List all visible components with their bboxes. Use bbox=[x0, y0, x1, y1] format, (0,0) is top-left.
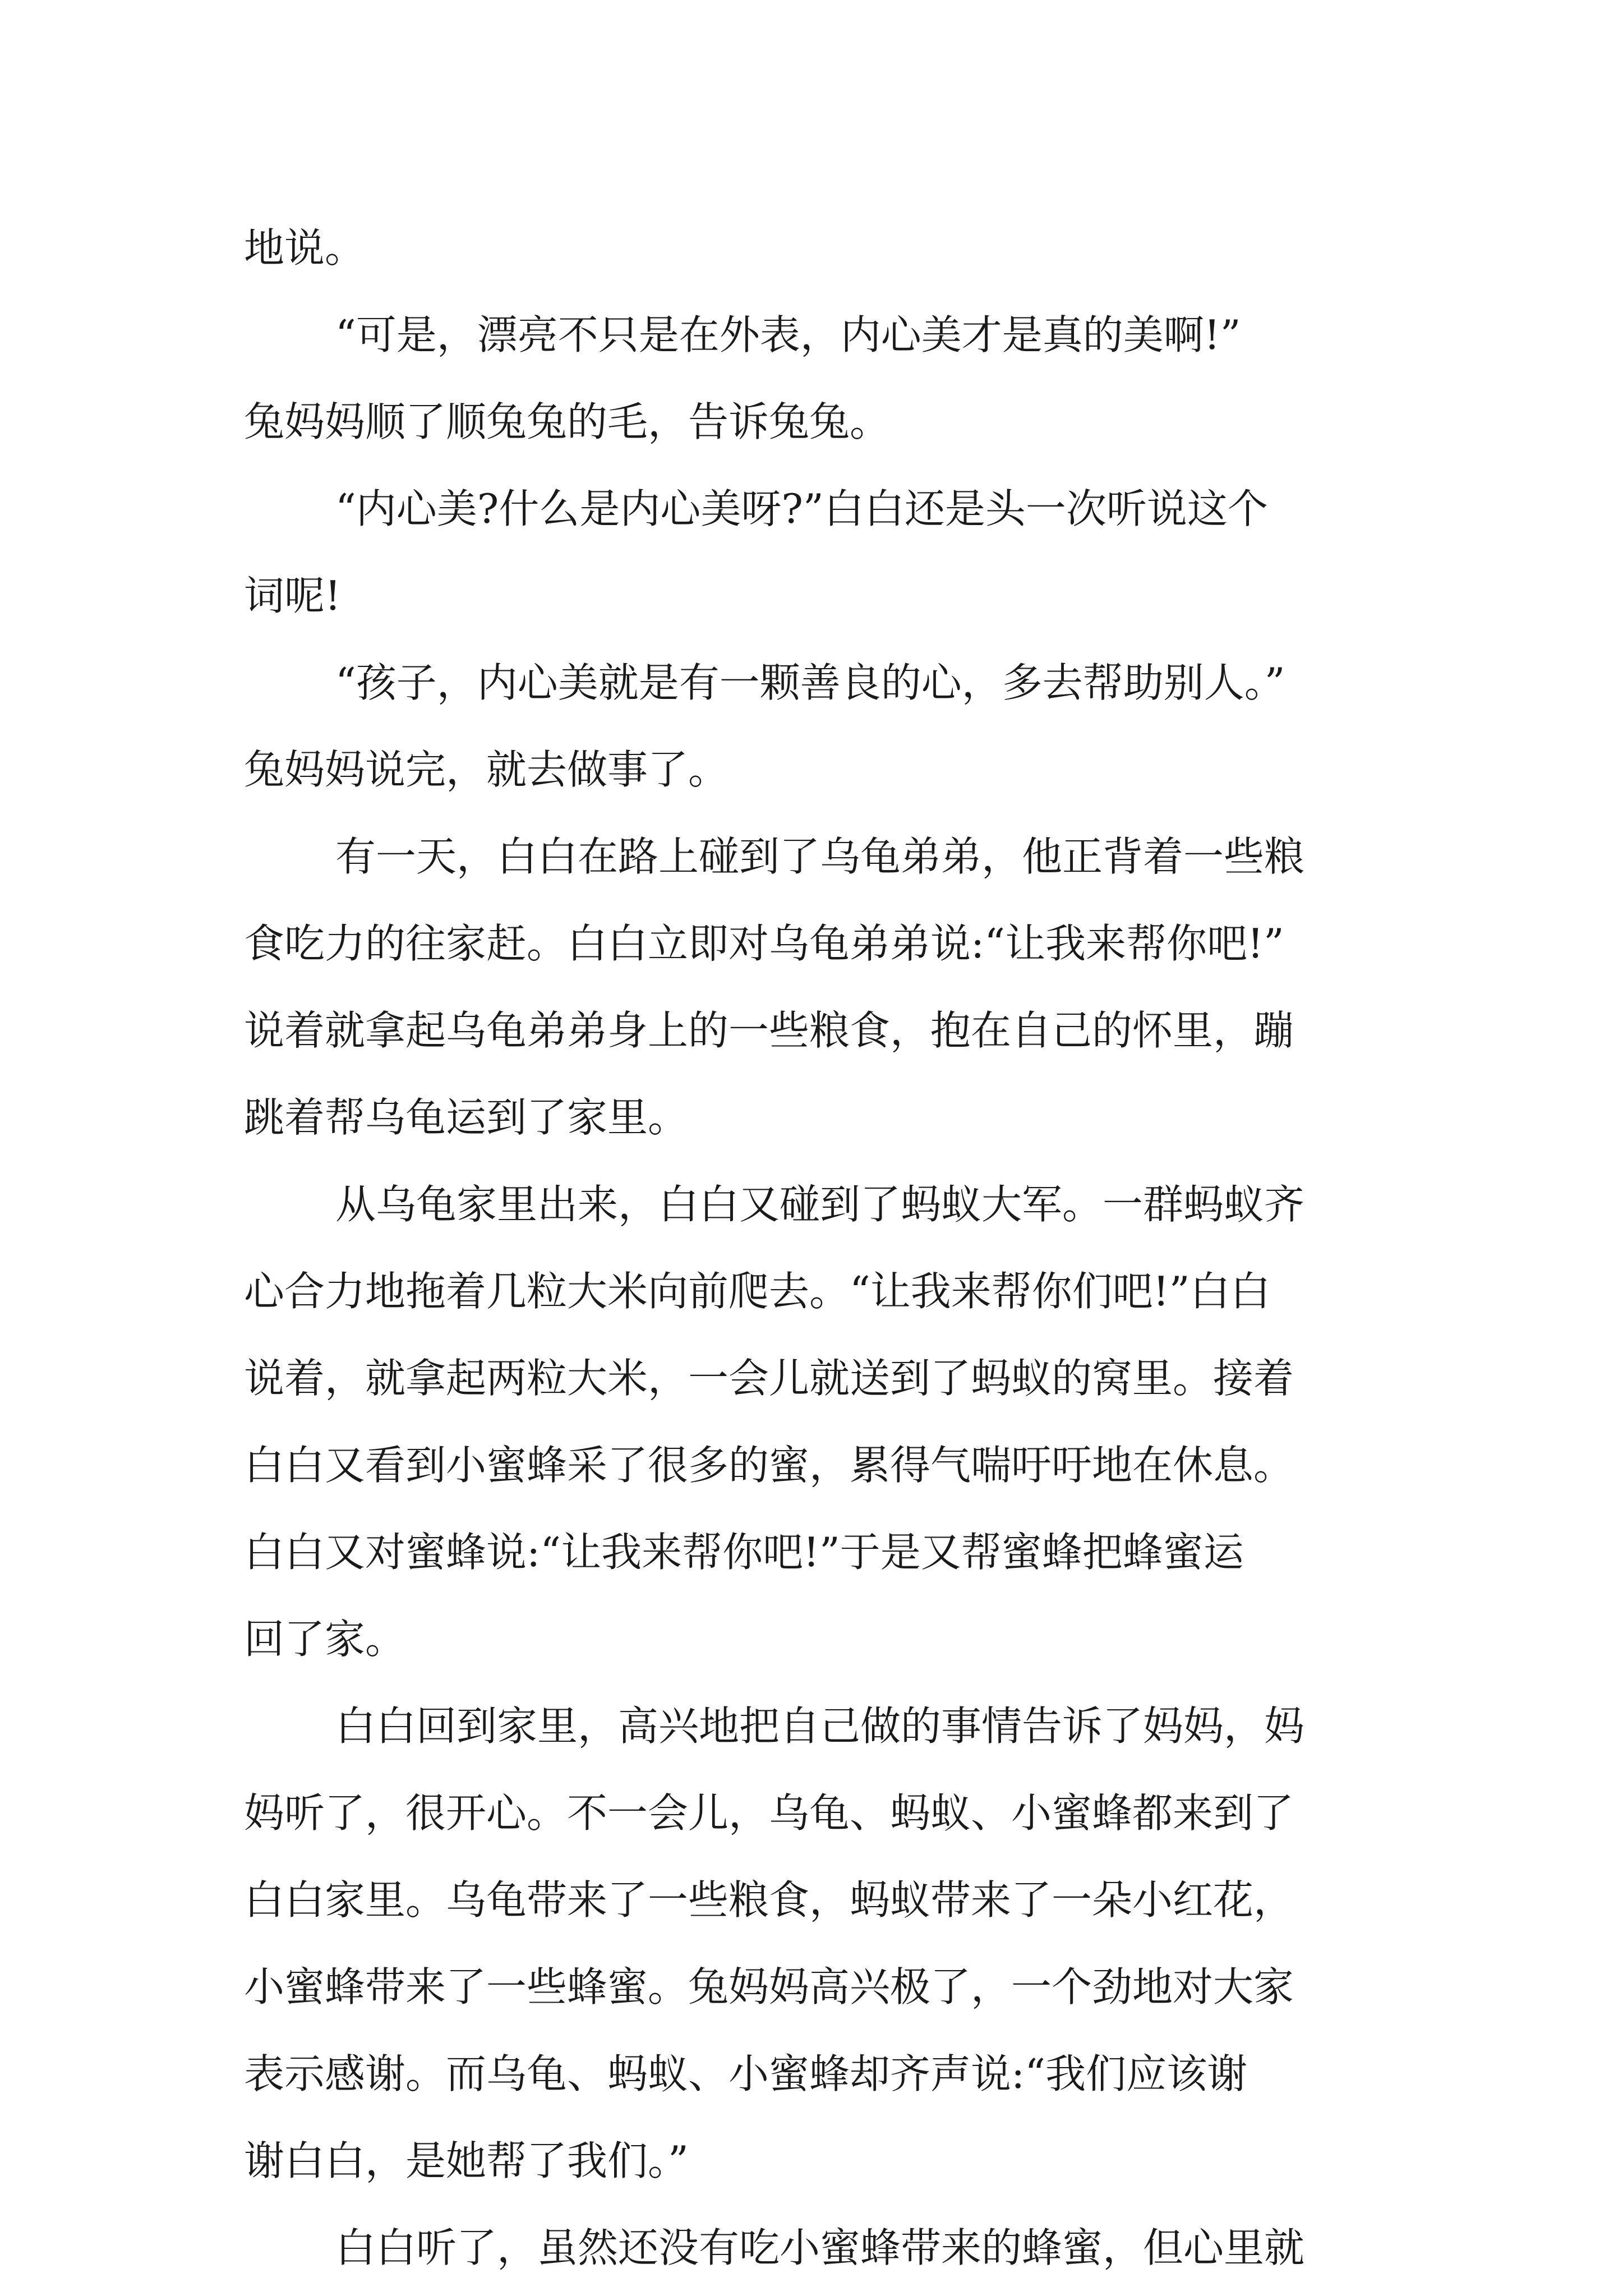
text-line: 小蜜蜂带来了一些蜂蜜。兔妈妈高兴极了，一个劲地对大家 bbox=[244, 1963, 1294, 2010]
text-line: 食吃力的往家赶。白白立即对乌龟弟弟说:“让我来帮你吧!” bbox=[244, 920, 1284, 967]
text-line: 地说。 bbox=[244, 224, 366, 272]
text-line: 白白家里。乌龟带来了一些粮食，蚂蚁带来了一朵小红花， bbox=[244, 1876, 1294, 1924]
text-line: 表示感谢。而乌龟、蚂蚁、小蜜蜂却齐声说:“我们应该谢 bbox=[244, 2050, 1248, 2097]
text-line: “孩子，内心美就是有一颗善良的心，多去帮助别人。” bbox=[335, 659, 1285, 706]
text-line: 说着就拿起乌龟弟弟身上的一些粮食，抱在自己的怀里，蹦 bbox=[244, 1007, 1294, 1054]
text-line: “可是，漂亮不只是在外表，内心美才是真的美啊!” bbox=[335, 311, 1241, 358]
text-line: 白白又对蜜蜂说:“让我来帮你吧!”于是又帮蜜蜂把蜂蜜运 bbox=[244, 1529, 1244, 1576]
text-line: 说着，就拿起两粒大米，一会儿就送到了蚂蚁的窝里。接着 bbox=[244, 1355, 1294, 1402]
text-line: 兔妈妈顺了顺兔兔的毛，告诉兔兔。 bbox=[244, 398, 891, 445]
text-line: 白白听了，虽然还没有吃小蜜蜂带来的蜂蜜，但心里就 bbox=[335, 2224, 1305, 2271]
text-line: 兔妈妈说完，就去做事了。 bbox=[244, 746, 729, 793]
text-line: 从乌龟家里出来，白白又碰到了蚂蚁大军。一群蚂蚁齐 bbox=[335, 1181, 1305, 1228]
text-line: 妈听了，很开心。不一会儿，乌龟、蚂蚁、小蜜蜂都来到了 bbox=[244, 1789, 1294, 1837]
text-line: “内心美?什么是内心美呀?”白白还是头一次听说这个 bbox=[335, 485, 1268, 532]
text-line: 有一天，白白在路上碰到了乌龟弟弟，他正背着一些粮 bbox=[335, 833, 1305, 880]
text-line: 词呢! bbox=[244, 572, 341, 619]
text-line: 回了家。 bbox=[244, 1616, 406, 1663]
text-line: 白白回到家里，高兴地把自己做的事情告诉了妈妈，妈 bbox=[335, 1703, 1305, 1750]
text-line: 谢白白，是她帮了我们。” bbox=[244, 2137, 689, 2184]
text-line: 跳着帮乌龟运到了家里。 bbox=[244, 1094, 689, 1141]
text-line: 白白又看到小蜜蜂采了很多的蜜，累得气喘吁吁地在休息。 bbox=[244, 1442, 1294, 1489]
text-line: 心合力地拖着几粒大米向前爬去。“让我来帮你们吧!”白白 bbox=[244, 1268, 1271, 1315]
